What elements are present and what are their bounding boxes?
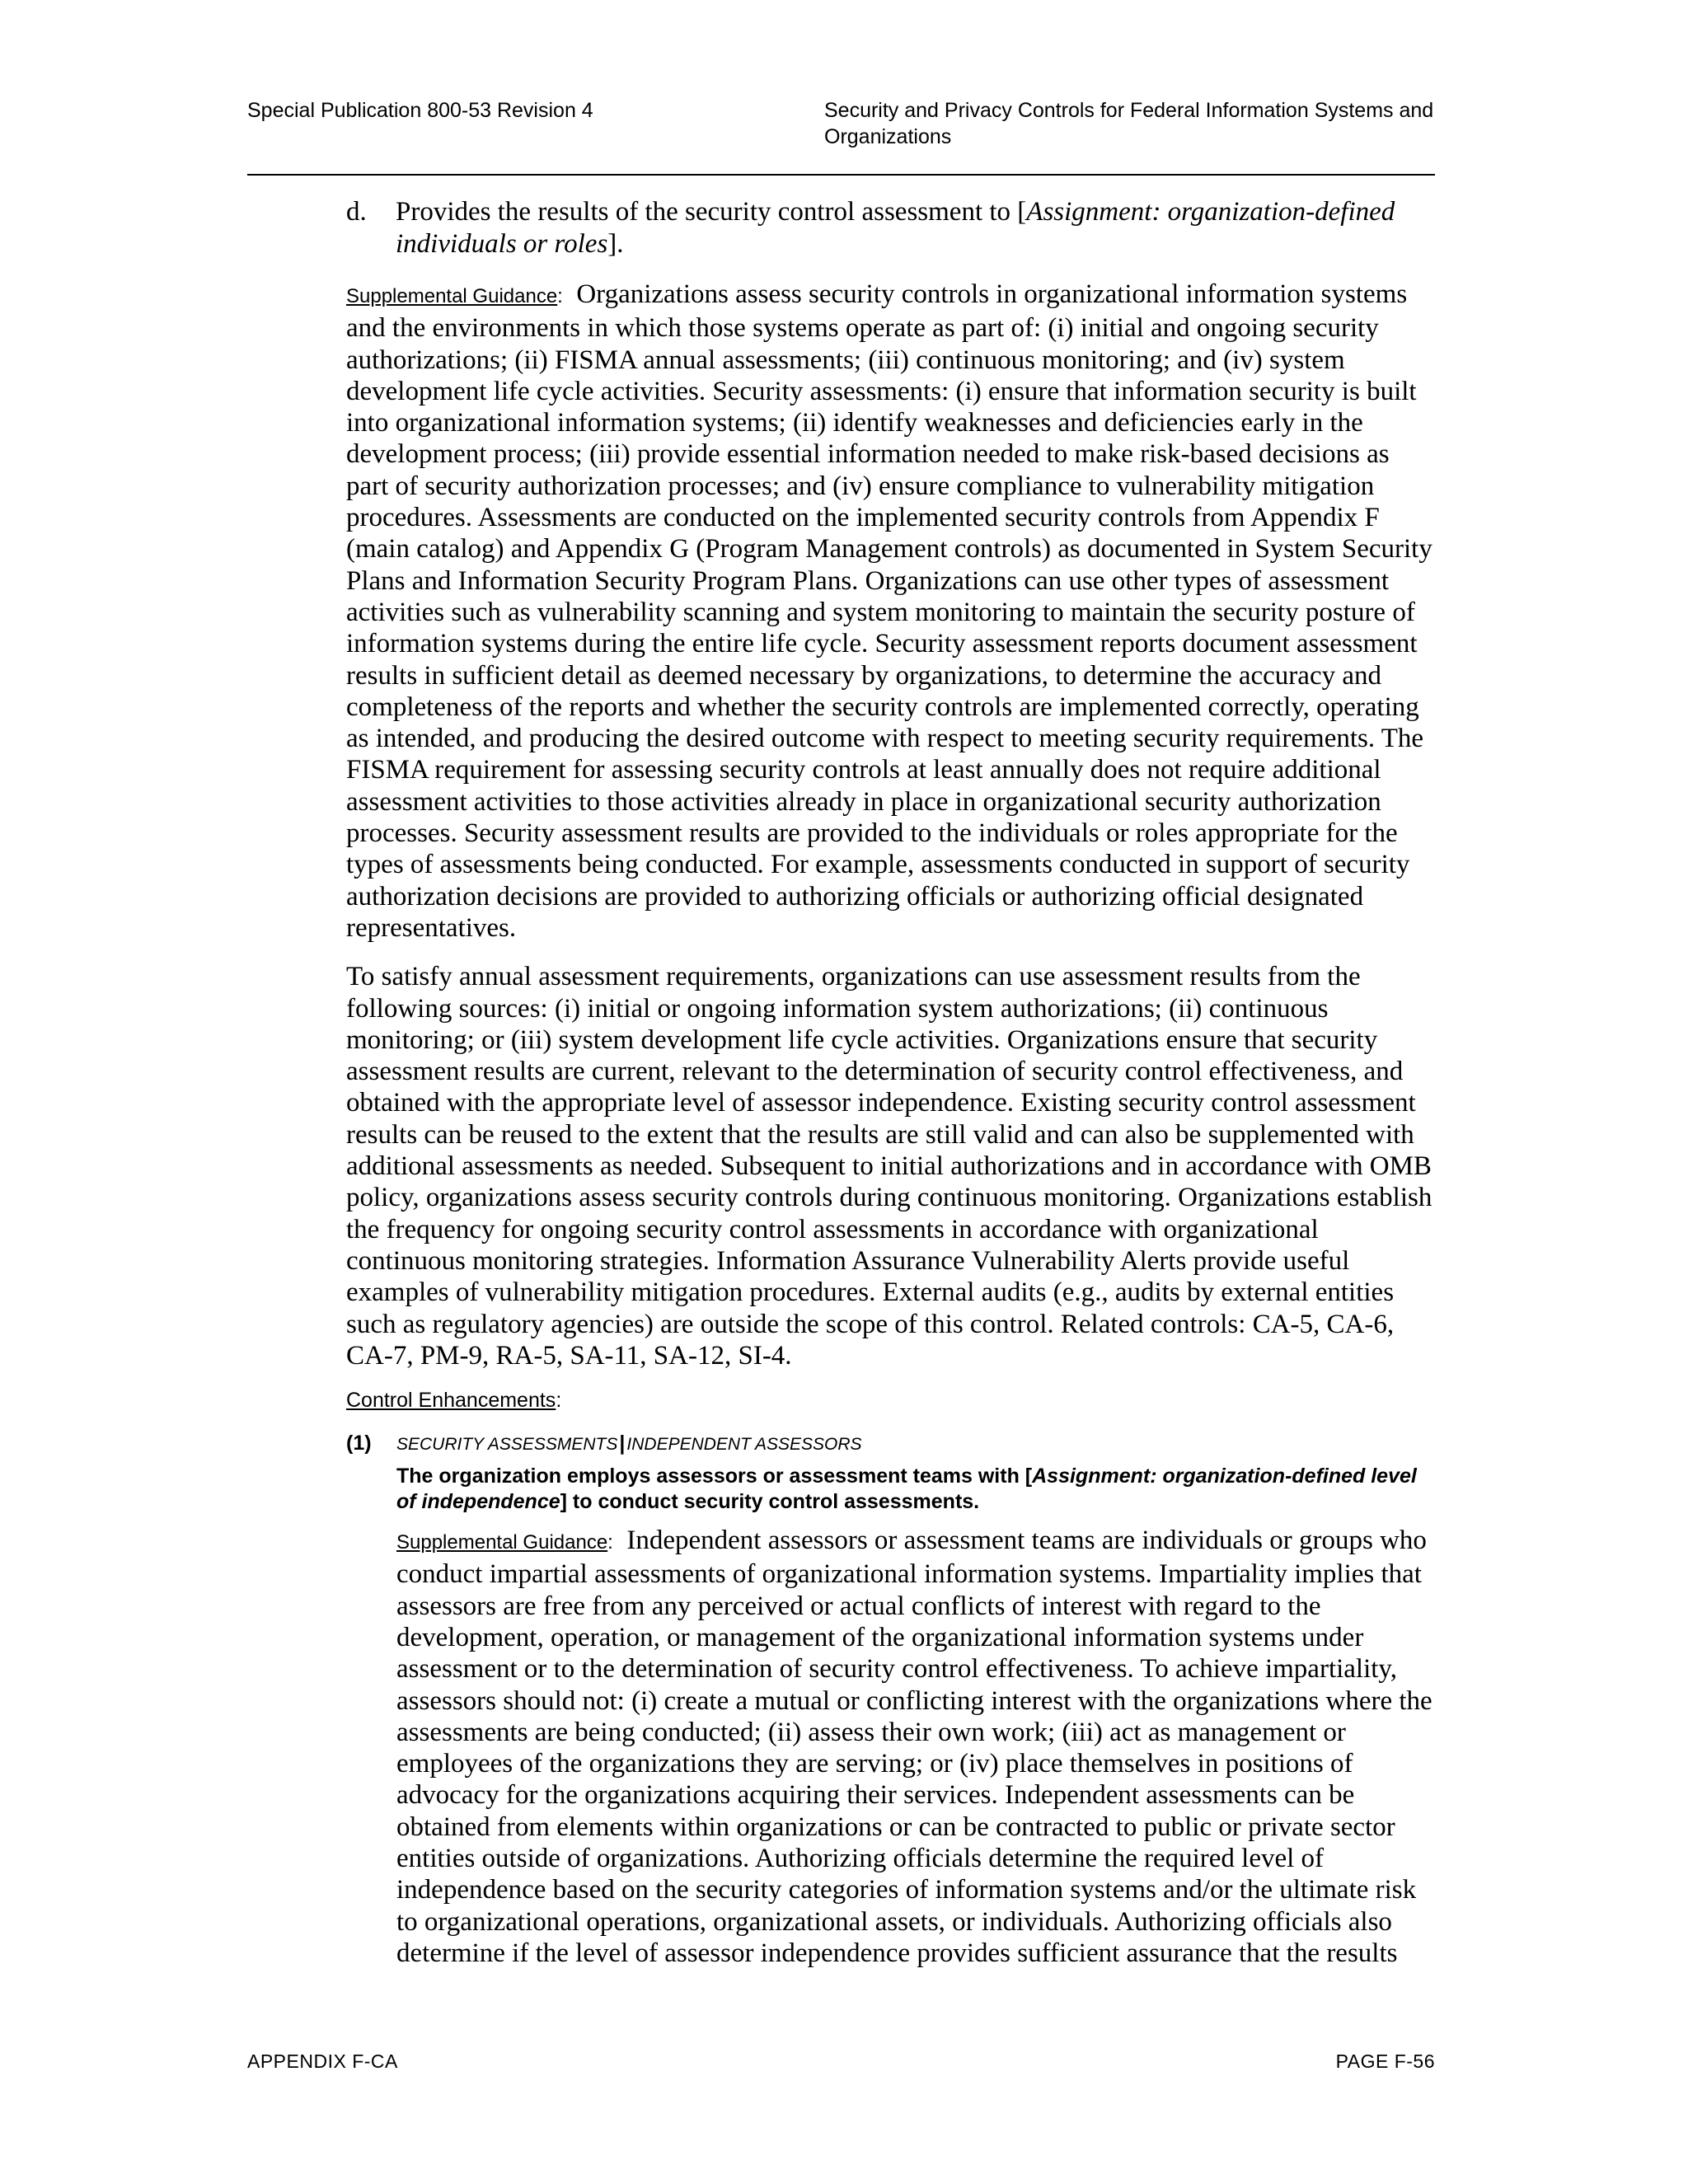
enhancement-supplemental-guidance — [396, 1525, 1435, 1969]
enhancement-title-separator: | — [619, 1432, 626, 1455]
running-header-left: Special Publication 800-53 Revision 4 — [247, 99, 593, 122]
header-divider — [247, 174, 1435, 176]
enhancement-number: (1) — [346, 1432, 372, 1455]
item-d-text-start: Provides the results of the security control assessment to [ — [396, 197, 1027, 227]
enhancement-sg-label: Supplemental Guidance — [396, 1531, 608, 1554]
enhancement-sg-colon: : — [607, 1531, 613, 1554]
page-number: PAGE F-56 — [1335, 2050, 1435, 2072]
enhancement-requirement — [396, 1464, 1435, 1515]
control-enhancements-label: Control Enhancements — [346, 1389, 556, 1413]
requirement-text-start: The organization employs assessors or assessment teams with [ — [396, 1465, 1033, 1488]
requirement-assignment: Assignment: organization-defined level of independence — [396, 1465, 1417, 1514]
running-footer-left: APPENDIX F-CA — [247, 2050, 398, 2072]
control-enhancements-heading — [346, 1388, 1435, 1413]
item-marker: d. — [346, 197, 367, 227]
control-enhancements-colon: : — [556, 1389, 562, 1413]
requirement-text-end: ] to conduct security control assessments. — [560, 1490, 980, 1514]
item-d-assignment: Assignment: organization-defined individuals or roles — [396, 197, 1395, 259]
control-item-d — [346, 196, 1435, 260]
enhancement-title-right: INDEPENDENT ASSESSORS — [626, 1435, 862, 1455]
supplemental-guidance-paragraph-2: To satisfy annual assessment requirements, organizations can use assessment results from the following sources: (i) initial or ongoing information system authorizations; (ii) continuous monitoring; or (iii) system development life cycle activities. Organizations ensure that security assessment results are current, relevant to the determination of security control effectiveness, and obtained with the appropriate level of assessor independence. Existing security control assessment results can be reused to the extent that the results are still valid and can also be supplemented with additional assessments as needed. Subsequent to initial authorizations and in accordance with OMB policy, organizations assess security controls during continuous monitoring. Organizations establish the frequency for ongoing security control assessments in accordance with organizational continuous monitoring strategies. Information Assurance Vulnerability Alerts provide useful examples of vulnerability mitigation procedures. External audits (e.g., audits by external entities such as regulatory agencies) are outside the scope of this control. Related controls: CA-5, CA-6, CA-7, PM-9, RA-5, SA-11, SA-12, SI-4. — [346, 962, 1432, 1371]
enhancement-title — [396, 1431, 1435, 1457]
control-enhancement-1 — [346, 1431, 1435, 1969]
supplemental-guidance-text-1: Organizations assess security controls in organizational information systems and the environments in which those systems operate as part of: (i) initial and ongoing security authorizations; (ii) FISMA annual assessments; (iii) continuous monitoring; and (iv) system development life cycle activities. Security assessments: (i) ensure that information security is built into organizational information systems; (ii) identify weaknesses and deficiencies early in the development process; (iii) provide essential information needed to make risk-based decisions as part of security authorization processes; and (iv) ensure compliance to vulnerability mitigation procedures. Assessments are conducted on the implemented security controls from Appendix F (main catalog) and Appendix G (Program Management controls) as documented in System Security Plans and Information Security Program Plans. Organizations can use other types of assessment activities such as vulnerability scanning and system monitoring to maintain the security posture of information systems during the entire life cycle. Security assessment reports document assessment results in sufficient detail as deemed necessary by organizations, to determine the accuracy and completeness of the reports and whether the security controls are implemented correctly, operating as intended, and producing the desired outcome with respect to meeting security requirements. The FISMA requirement for assessing security controls at least annually does not require additional assessment activities to those activities already in place in organizational security authorization processes. Security assessment results are provided to the individuals or roles appropriate for the types of assessments being conducted. For example, assessments conducted in support of security authorization decisions are provided to authorizing officials or authorizing official designated representatives. — [346, 279, 1432, 943]
main-content — [346, 196, 1435, 1969]
running-header-right: Security and Privacy Controls for Federal Information Systems and Organizations — [824, 99, 1434, 148]
enhancement-sg-text: Independent assessors or assessment teams are individuals or groups who conduct impartial assessments of organizational information systems. Impartiality implies that assessors are free from any perceived or actual conflicts of interest with regard to the development, operation, or management of the organizational information systems under assessment or to the determination of security control effectiveness. To achieve impartiality, assessors should not: (i) create a mutual or conflicting interest with the organizations where the assessments are being conducted; (ii) assess their own work; (iii) act as management or employees of the organizations they are serving; or (iv) place themselves in positions of advocacy for the organizations acquiring their services. Independent assessments can be obtained from elements within organizations or can be contracted to public or private sector entities outside of organizations. Authorizing officials determine the required level of independence based on the security categories of information systems and/or the ultimate risk to organizational operations, organizational assets, or individuals. Authorizing officials also determine if the level of assessor independence provides sufficient assurance that the results — [396, 1526, 1432, 1968]
enhancement-title-left: SECURITY ASSESSMENTS — [396, 1435, 618, 1455]
item-d-text-end: ]. — [607, 229, 624, 259]
supplemental-guidance-colon: : — [557, 285, 563, 307]
supplemental-guidance-label: Supplemental Guidance — [346, 285, 558, 307]
supplemental-guidance-paragraph-1 — [346, 279, 1435, 944]
